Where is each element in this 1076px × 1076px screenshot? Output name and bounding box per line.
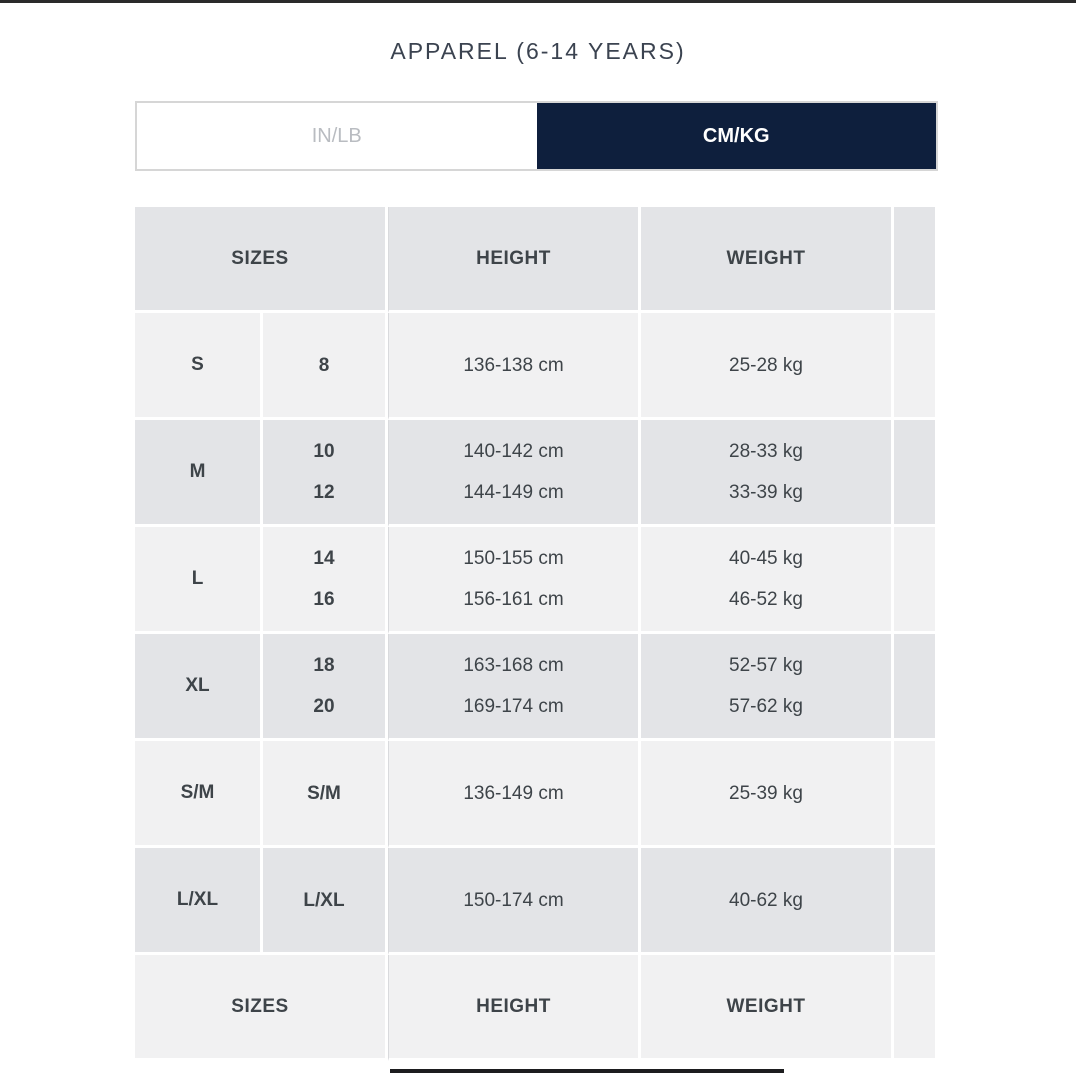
row-weight: 28-33 kg 33-39 kg [641,420,894,527]
row-height: 136-138 cm [388,313,641,420]
table-row [135,848,938,955]
row-size-number: 18 20 [263,634,388,741]
row-weight: 25-28 kg [641,313,894,420]
table-row [135,313,938,420]
footer-weight: WEIGHT [641,955,894,1061]
row-overflow-cell [894,634,935,741]
row-height: 163-168 cm 169-174 cm [388,634,641,741]
row-size: L [135,527,263,634]
table-row [135,634,938,741]
row-weight: 40-45 kg 46-52 kg [641,527,894,634]
row-weight: 40-62 kg [641,848,894,955]
row-size-number: 14 16 [263,527,388,634]
table-row [135,527,938,634]
row-size-number: 8 [263,313,388,420]
table-header-row [135,207,938,313]
row-size-number: S/M [263,741,388,848]
row-size: XL [135,634,263,741]
row-size: S [135,313,263,420]
footer-sizes: SIZES [135,955,388,1061]
row-overflow-cell [894,741,935,848]
footer-overflow-column [894,955,935,1061]
footer-height: HEIGHT [388,955,641,1061]
top-divider [0,0,1076,3]
header-height: HEIGHT [388,207,641,313]
page-title: APPAREL (6-14 YEARS) [390,38,686,64]
horizontal-scrollbar[interactable] [390,1069,784,1073]
header-weight: WEIGHT [641,207,894,313]
size-table [135,207,938,1061]
unit-option-cm-kg[interactable]: CM/KG [537,103,937,169]
row-overflow-cell [894,420,935,527]
row-overflow-cell [894,527,935,634]
row-height: 140-142 cm 144-149 cm [388,420,641,527]
table-row [135,741,938,848]
table-footer-row [135,955,938,1061]
row-size-number: 10 12 [263,420,388,527]
row-size-number: L/XL [263,848,388,955]
unit-toggle[interactable] [135,101,938,171]
row-height: 136-149 cm [388,741,641,848]
header-sizes: SIZES [135,207,388,313]
row-size: S/M [135,741,263,848]
row-size: L/XL [135,848,263,955]
row-weight: 25-39 kg [641,741,894,848]
unit-option-in-lb[interactable]: IN/LB [137,103,537,169]
row-height: 150-155 cm 156-161 cm [388,527,641,634]
row-weight: 52-57 kg 57-62 kg [641,634,894,741]
header-overflow-column [894,207,935,313]
row-overflow-cell [894,848,935,955]
row-overflow-cell [894,313,935,420]
row-size: M [135,420,263,527]
row-height: 150-174 cm [388,848,641,955]
table-row [135,420,938,527]
